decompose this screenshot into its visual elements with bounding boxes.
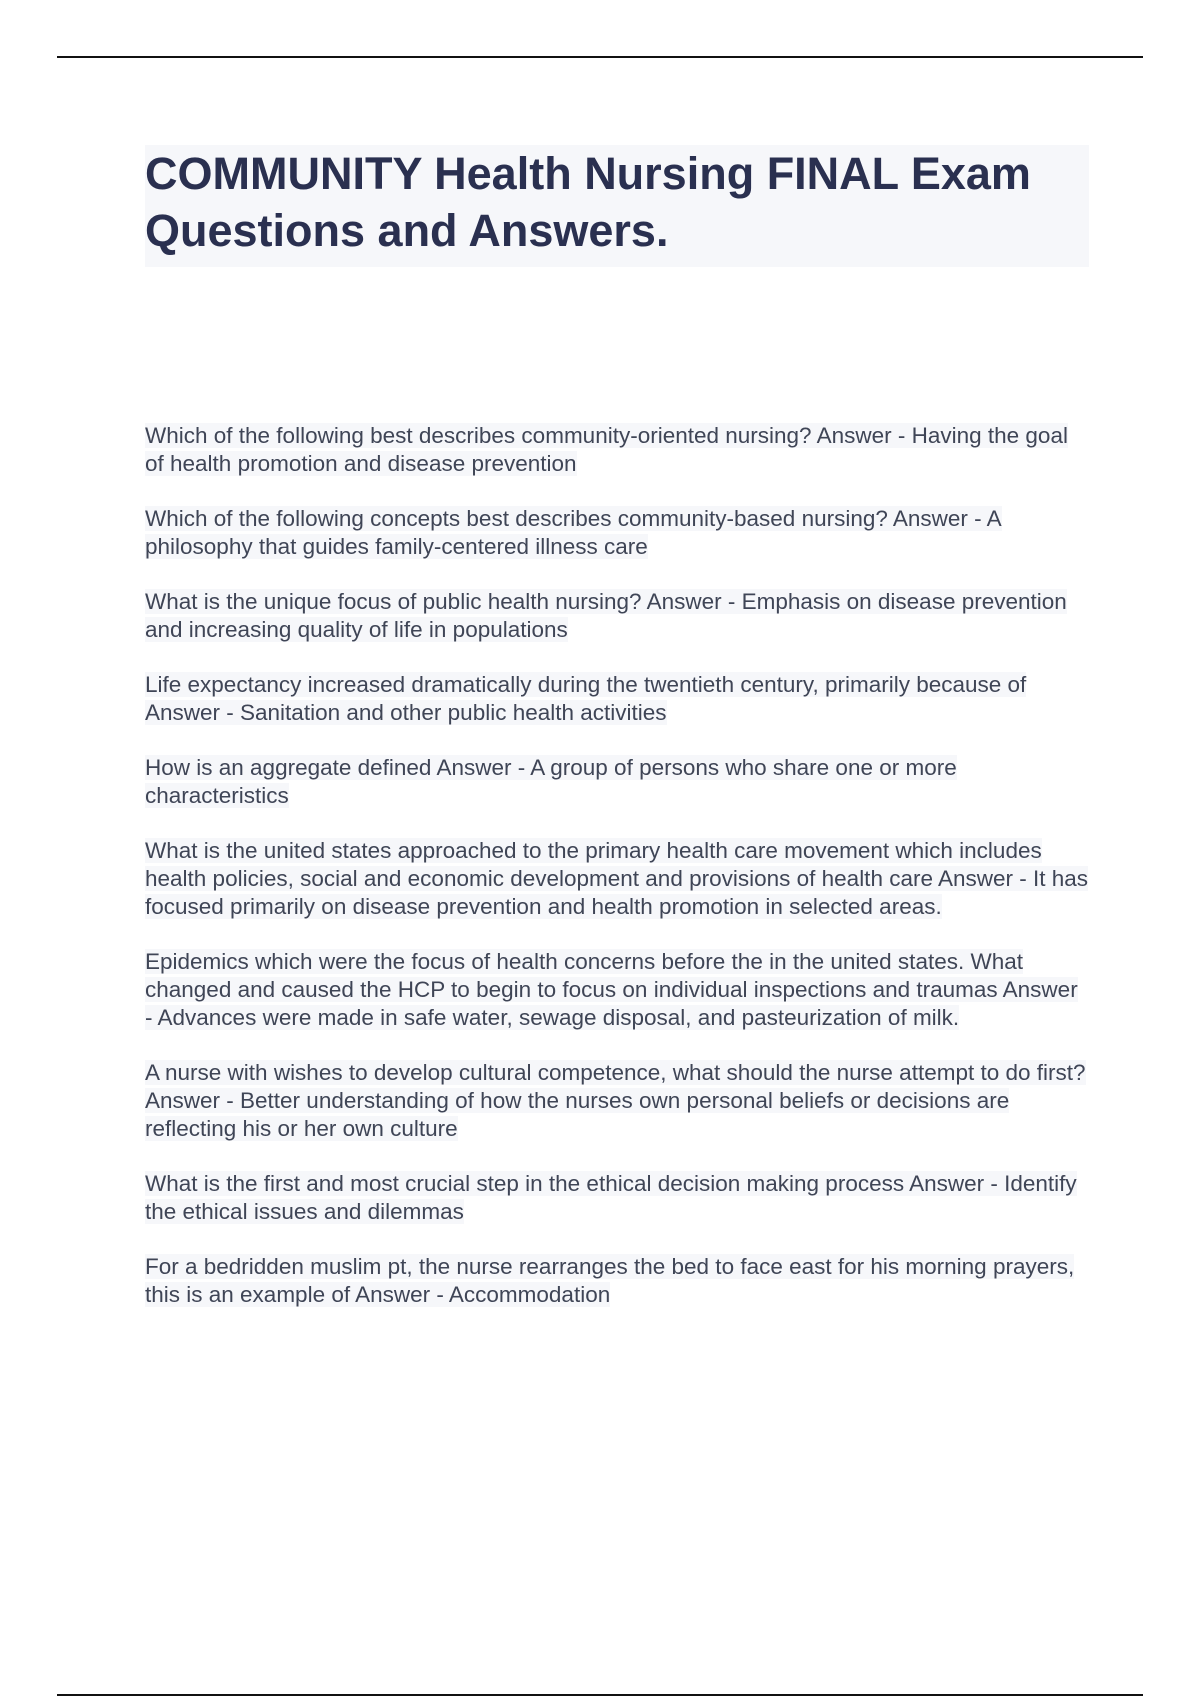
top-rule	[57, 56, 1143, 58]
qa-item	[145, 837, 1089, 921]
qa-text: How is an aggregate defined Answer - A group of persons who share one or more characteristics	[145, 755, 957, 808]
qa-item	[145, 422, 1089, 478]
qa-text: For a bedridden muslim pt, the nurse rearranges the bed to face east for his morning prayers, this is an example of Answer - Accommodation	[145, 1254, 1075, 1307]
document-title: COMMUNITY Health Nursing FINAL Exam Questions and Answers.	[145, 145, 1089, 267]
qa-item	[145, 1170, 1089, 1226]
qa-text: What is the united states approached to the primary health care movement which includes health policies, social and economic development and provisions of health care Answer - It has focused primarily on disease prevention and health promotion in selected areas.	[145, 838, 1089, 919]
qa-list	[145, 422, 1089, 1336]
qa-text: Which of the following best describes community-oriented nursing? Answer - Having the goal of health promotion and disease prevention	[145, 423, 1068, 476]
qa-item	[145, 754, 1089, 810]
qa-text: Epidemics which were the focus of health concerns before the in the united states. What changed and caused the HCP to begin to focus on individual inspections and traumas Answer - Advances were made in safe water, sewage disposal, and pasteurization of milk.	[145, 949, 1078, 1030]
bottom-rule	[57, 1694, 1143, 1696]
qa-text: A nurse with wishes to develop cultural competence, what should the nurse attempt to do first? Answer - Better understanding of how the nurses own personal beliefs or decisions are reflecting his or her own culture	[145, 1060, 1086, 1141]
qa-item	[145, 588, 1089, 644]
qa-item	[145, 1253, 1089, 1309]
qa-item	[145, 948, 1089, 1032]
qa-text: What is the first and most crucial step in the ethical decision making process Answer - Identify the ethical issues and dilemmas	[145, 1171, 1077, 1224]
qa-text: Which of the following concepts best describes community-based nursing? Answer - A philosophy that guides family-centered illness care	[145, 506, 1002, 559]
qa-text: What is the unique focus of public health nursing? Answer - Emphasis on disease prevention and increasing quality of life in populations	[145, 589, 1067, 642]
qa-item	[145, 671, 1089, 727]
qa-text: Life expectancy increased dramatically during the twentieth century, primarily because of Answer - Sanitation and other public health activities	[145, 672, 1027, 725]
qa-item	[145, 505, 1089, 561]
qa-item	[145, 1059, 1089, 1143]
